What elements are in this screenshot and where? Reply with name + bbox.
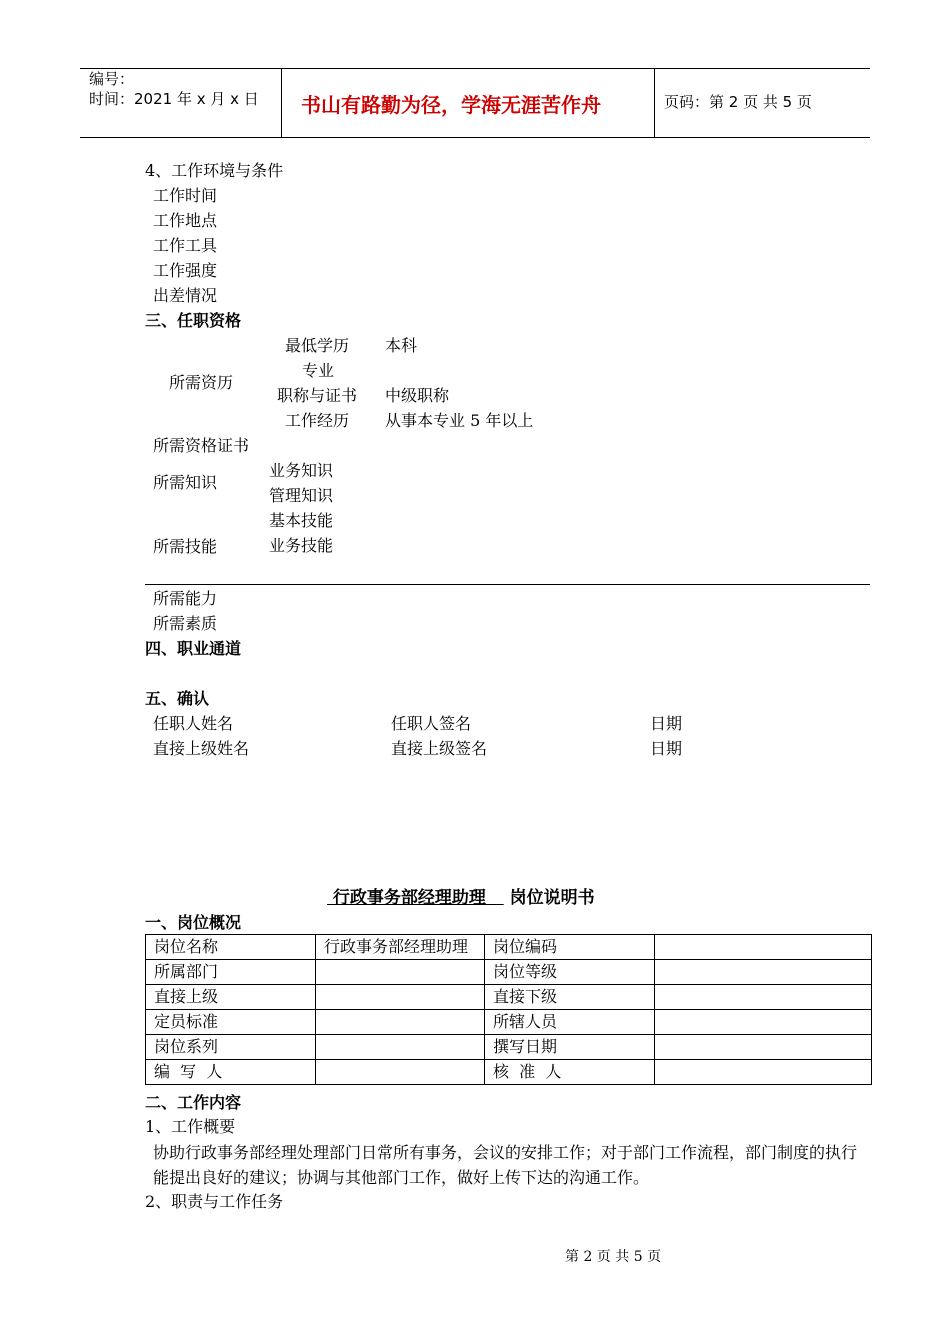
table-row [146,1060,872,1085]
education-row-label: 专业 [302,361,335,380]
education-row-value: 从事本专业 5 年以上 [385,411,534,430]
doc-title [327,890,595,907]
career-title: 四、职业通道 [145,639,242,658]
section4-title: 4、工作环境与条件 [145,161,284,180]
education-row-label: 最低学历 [285,336,350,355]
doc-title-suffix: 岗位说明书 [509,888,595,908]
table-cell-label: 岗位名称 [146,935,316,960]
header-number-label: 编号： [89,70,135,88]
section3-title: 三、任职资格 [145,311,242,330]
page-footer: 第 2 页 共 5 页 [565,1249,662,1265]
table-cell-value: 行政事务部经理助理 [316,935,485,960]
skills-item: 基本技能 [269,511,334,530]
table-cell-label: 撰写日期 [485,1035,655,1060]
education-row-value: 本科 [385,336,418,355]
table-cell-value [316,985,485,1010]
education-row-label: 职称与证书 [277,386,358,405]
doc-title-position: 行政事务部经理助理 [332,888,486,908]
section-rule [145,584,870,585]
table-row [146,960,872,985]
confirm-date-field: 日期 [650,739,683,758]
section4-item: 工作地点 [153,211,218,230]
table-cell-label: 直接下级 [485,985,655,1010]
education-group-label: 所需资历 [169,373,234,392]
overview-title: 一、岗位概况 [145,913,242,932]
section4-item: 工作强度 [153,261,218,280]
table-cell-value [655,985,872,1010]
table-cell-label: 直接上级 [146,985,316,1010]
table-cell-value [655,935,872,960]
table-cell-value [655,960,872,985]
quality-label: 所需素质 [153,614,218,633]
table-row [146,1010,872,1035]
education-row-value: 中级职称 [385,386,450,405]
section4-item: 工作工具 [153,236,218,255]
table-cell-label: 所属部门 [146,960,316,985]
section4-item: 出差情况 [153,286,218,305]
confirm-signature-field: 任职人签名 [391,714,472,733]
duties-title: 2、职责与工作任务 [145,1192,284,1211]
table-row [146,935,872,960]
position-overview-table [145,934,872,1085]
table-cell-label: 核 准 人 [485,1060,655,1085]
header-time-label: 时间：2021 年 x 月 x 日 [89,90,259,108]
table-row [146,1035,872,1060]
knowledge-item: 管理知识 [269,486,334,505]
confirm-name-field: 任职人姓名 [153,714,234,733]
table-cell-label: 定员标准 [146,1010,316,1035]
table-cell-value [655,1060,872,1085]
header-divider [654,69,655,137]
table-cell-value [316,1035,485,1060]
table-cell-label: 岗位等级 [485,960,655,985]
skills-group-label: 所需技能 [153,537,218,556]
knowledge-group-label: 所需知识 [153,473,218,492]
section4-item: 工作时间 [153,186,218,205]
content-title: 二、工作内容 [145,1093,242,1112]
header-motto: 书山有路勤为径，学海无涯苦作舟 [301,93,601,117]
education-row-label: 工作经历 [285,411,350,430]
table-cell-label: 岗位系列 [146,1035,316,1060]
header-page-label: 页码：第 2 页 共 5 页 [664,93,812,111]
table-cell-value [316,960,485,985]
confirm-date-field: 日期 [650,714,683,733]
summary-title: 1、工作概要 [145,1117,236,1136]
skills-item: 业务技能 [269,536,334,555]
table-cell-value [316,1060,485,1085]
table-row [146,985,872,1010]
certificate-label: 所需资格证书 [153,436,250,455]
table-cell-value [655,1035,872,1060]
table-cell-value [655,1010,872,1035]
table-cell-value [316,1010,485,1035]
knowledge-item: 业务知识 [269,461,334,480]
confirm-signature-field: 直接上级签名 [391,739,488,758]
summary-text: 协助行政事务部经理处理部门日常所有事务，会议的安排工作；对于部门工作流程，部门制度的执行能提出良好的建议；协调与其他部门工作，做好上传下达的沟通工作。 [153,1143,858,1187]
table-cell-label: 岗位编码 [485,935,655,960]
confirm-title: 五、确认 [145,689,210,708]
header-divider [281,69,282,137]
table-cell-label: 所辖人员 [485,1010,655,1035]
table-cell-label: 编 写 人 [146,1060,316,1085]
confirm-name-field: 直接上级姓名 [153,739,250,758]
ability-label: 所需能力 [153,589,218,608]
